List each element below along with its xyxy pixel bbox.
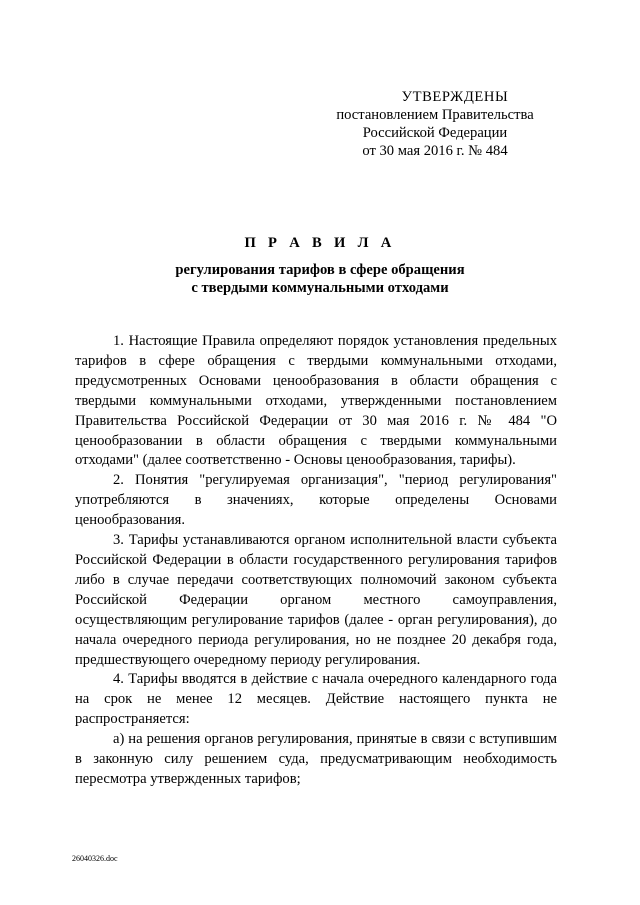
paragraph-1: 1. Настоящие Правила определяют порядок установления предельных тарифов в сфере обращения с твердыми коммунальными отходами, предусмотренных Основами ценообразования в области обращения с твердыми коммунальными отходами, утвержденными постановлением Правительства Российской Федерации от 30 мая 2016 г. № 484 "О ценообразовании в области обращения с твердыми коммунальными отходами" (далее соответственно - Основы ценообразования, тарифы). xyxy=(75,333,557,469)
document-body xyxy=(75,332,557,790)
paragraph-4: 4. Тарифы вводятся в действие с начала очередного календарного года на срок не менее 12 месяцев. Действие настоящего пункта не распространяется: xyxy=(75,671,557,728)
approval-title: УТВЕРЖДЕНЫ xyxy=(401,89,509,105)
paragraph-4a: а) на решения органов регулирования, принятые в связи с вступившим в законную силу решением суда, предусматривающим необходимость пересмотра утвержденных тарифов; xyxy=(75,731,557,787)
approval-line: постановлением Правительства xyxy=(336,107,534,123)
approval-date-line: от 30 мая 2016 г. № 484 xyxy=(362,143,508,159)
approval-block xyxy=(330,88,540,160)
subtitle-line: с твердыми коммунальными отходами xyxy=(191,280,449,296)
rules-subtitle xyxy=(70,261,570,297)
paragraph-3: 3. Тарифы устанавливаются органом исполнительной власти субъекта Российской Федерации в области государственного регулирования тарифов либо в случае передачи соответствующих полномочий законом субъекта Российской Федерации органом местного самоуправления, осуществляющим регулирование тарифов (далее - орган регулирования), до начала очередного периода регулирования, но не позднее 20 декабря года, предшествующего очередному периоду регулирования. xyxy=(75,532,557,668)
footer-filename: 26040326.doc xyxy=(72,854,118,863)
approval-line: Российской Федерации xyxy=(362,125,508,141)
subtitle-line: регулирования тарифов в сфере обращения xyxy=(175,262,465,278)
paragraph-2: 2. Понятия "регулируемая организация", "период регулирования" употребляются в значениях, которые определены Основами ценообразования. xyxy=(75,472,557,529)
rules-heading: П Р А В И Л А xyxy=(244,235,396,251)
